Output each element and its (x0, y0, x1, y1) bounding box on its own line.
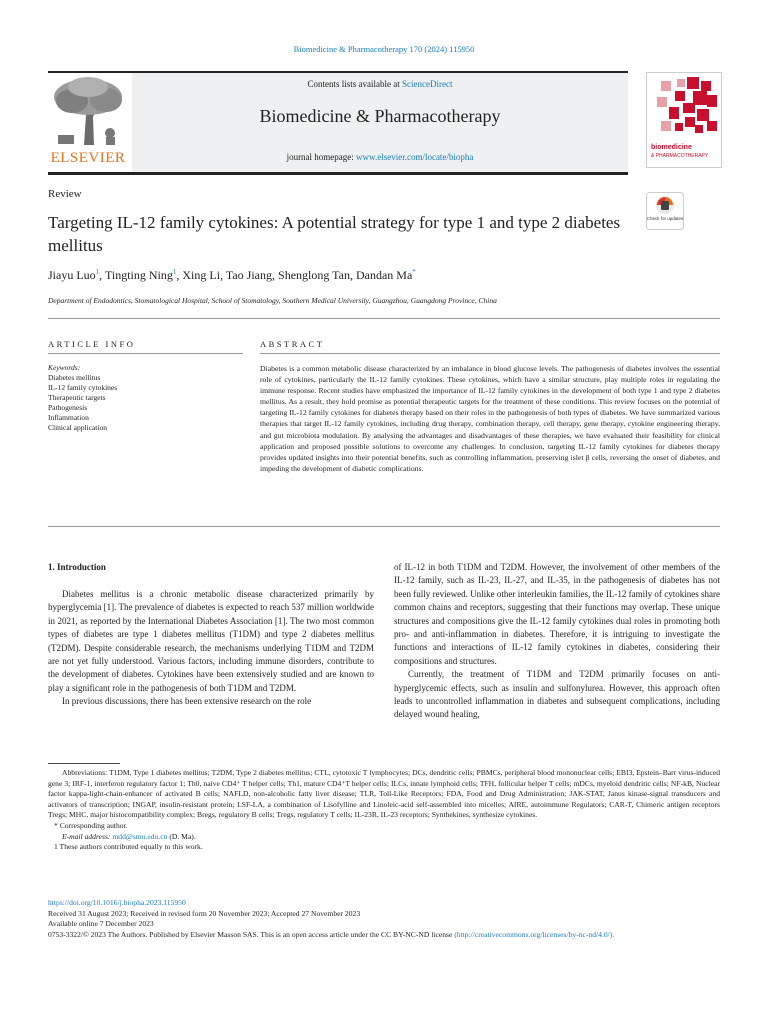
email-line (48, 832, 720, 843)
author-list: Jiayu Luo$^1$, Tingting Ning$^1$, Xing Li, Tao Jiang, Shenglong Tan, Dandan Ma* (48, 268, 416, 282)
footnotes (48, 768, 720, 853)
journal-cover-thumbnail[interactable] (646, 72, 722, 168)
homepage-link[interactable]: www.elsevier.com/locate/biopha (356, 152, 474, 162)
keyword-item: Diabetes mellitus (48, 373, 101, 382)
available-online: Available online 7 December 2023 (48, 919, 154, 929)
body-paragraph: of IL-12 in both T1DM and T2DM. However, the involvement of other members of the IL-12 family, such as IL-23, IL-27, and IL-35, in the pathogenesis of diabetes has not been fully reviewed. Unlike other interleukin families, the IL-12 family of cytokines share common chains and receptors, suggesting that their functions may overlap. These unique structures and compositions give the IL-12 family cytokines dual roles in promoting both pro- and anti-inflammation in diabetes. Therefore, it is intriguing to investigate the functions and interactions of IL-12 family cytokines in diabetes, considering their compositions and structures. (394, 562, 720, 666)
author-name[interactable]: Tingting Ning (104, 268, 173, 282)
affiliation: Department of Endodontics, Stomatological Hospital, School of Stomatology, Southern Medical University, Guangzhou, Guangdong Province, China (48, 296, 497, 305)
keyword-item: Inflammation (48, 413, 89, 422)
journal-homepage-line (132, 152, 628, 162)
body-paragraph: Diabetes mellitus is a chronic metabolic disease characterized primarily by hyperglycemia [1]. The prevalence of diabetes is expected to reach 537 million worldwide in 2021, as reported by the International Diabetes Association [1]. The two most common types of diabetes are type 1 diabetes mellitus (T1DM) and type 2 diabetes mellitus (T2DM). Despite considerable research, the mechanisms underlying T1DM and T2DM are not yet fully understood. Various factors, including immune disorders, contribute to the development of diabetes. Cytokines have been extensively studied and are known to play a significant role in the pathogenesis of both T1DM and T2DM. (48, 589, 374, 693)
article-info-heading: ARTICLE INFO (48, 339, 136, 349)
doi-link[interactable]: https://doi.org/10.1016/j.biopha.2023.115950 (48, 898, 186, 907)
author-name[interactable]: Dandan Ma (355, 268, 413, 282)
check-updates-label: Check for updates (646, 216, 684, 221)
license-text: 0753-3322/© 2023 The Authors. Published by Elsevier Masson SAS. This is an open access article under the CC BY-NC-ND license (48, 929, 453, 939)
author-name[interactable]: Xing Li (182, 268, 221, 282)
corresponding-author-note: * Corresponding author. (54, 820, 128, 830)
header-bottom-rule (48, 172, 628, 175)
keyword-item: Clinical application (48, 423, 107, 432)
keyword-item: IL-12 family cytokines (48, 383, 118, 392)
author-sup: * (412, 268, 416, 276)
keywords-label: Keywords: (48, 363, 81, 372)
sciencedirect-link[interactable]: ScienceDirect (402, 79, 453, 89)
received-dates: Received 31 August 2023; Received in revised form 20 November 2023; Accepted 27 November 2023 (48, 908, 361, 918)
license-link[interactable]: (http://creativecommons.org/licenses/by-nc-nd/4.0/). (454, 929, 615, 939)
divider (260, 353, 720, 354)
journal-title: Biomedicine & Pharmacotherapy (259, 106, 501, 126)
email-link[interactable]: mdd@smu.edu.cn (112, 831, 168, 841)
check-for-updates-badge[interactable] (646, 192, 684, 230)
email-label: E-mail address: (62, 831, 111, 841)
publication-info (48, 898, 720, 940)
svg-text:biomedicine: biomedicine (651, 144, 692, 151)
body-column-right (394, 561, 720, 722)
article-type: Review (48, 188, 82, 200)
author-name[interactable]: Tao Jiang (225, 268, 273, 282)
contents-available-line (132, 79, 628, 89)
divider (48, 353, 243, 354)
abstract-text: Diabetes is a common metabolic disease characterized by an imbalance in blood glucose levels. The pathogenesis of diabetes involves the essential role of cytokines, particularly the IL-12 family cytokines. These cytokines, which have a similar structure, play multiple roles in regulating the immune response. Recent studies have emphasized the importance of IL-12 family cytokines in the development of both type 1 and type 2 diabetes mellitus. As a result, they hold promise as potential therapeutic targets for the treatment of these conditions. This review focuses on the potential of targeting IL-12 family cytokines for diabetes therapy based on their roles in the pathogenesis of both types of diabetes. We have summarized various therapies that target IL-12 family cytokines, including drug therapy, combination therapy, cell therapy, gene therapy, cytokine engineering therapy, and gut microbiota modulation. By analysing the advantages and disadvantages of these therapies, we have evaluated their feasibility for clinical application and proposed possible solutions to overcome any challenges. In conclusion, targeting IL-12 family cytokines for diabetes therapy provides updated insights into their potential benefits, such as controlling inflammation, preserving islet β cells, reversing the onset of diabetes, and impeding the development of diabetic complications. (260, 364, 720, 473)
body-paragraph: Currently, the treatment of T1DM and T2DM primarily focuses on anti-hyperglycemic effects, such as insulin and sulfonylurea. However, this approach often leads to uncontrolled inflammation in diabetes and subsequent complications, including delayed wound healing, (394, 669, 720, 720)
svg-text:& PHARMACOTHERAPY: & PHARMACOTHERAPY (651, 153, 709, 159)
contents-prefix: Contents lists available at (307, 79, 400, 89)
license-line (48, 930, 720, 941)
publisher-name: ELSEVIER (50, 150, 126, 166)
section-heading-introduction: 1. Introduction (48, 562, 106, 572)
article-title: Targeting IL-12 family cytokines: A potential strategy for type 1 and type 2 diabetes mellitus (48, 213, 621, 255)
abstract-heading: ABSTRACT (260, 339, 325, 349)
body-column-left (48, 588, 374, 709)
keywords-block (48, 363, 243, 433)
journal-reference[interactable]: Biomedicine & Pharmacotherapy 170 (2024) 115950 (293, 44, 475, 54)
author-sup: 1 (95, 268, 100, 276)
body-paragraph: In previous discussions, there has been extensive research on the role (62, 696, 312, 707)
homepage-prefix: journal homepage: (286, 152, 354, 162)
author-sup: 1 (172, 268, 177, 276)
footnote-rule (48, 763, 120, 764)
keyword-item: Therapeutic targets (48, 393, 106, 402)
author-name[interactable]: Shenglong Tan (278, 268, 350, 282)
equal-contribution-note: 1 These authors contributed equally to this work. (54, 842, 203, 852)
abbreviations-footnote: Abbreviations: T1DM, Type 1 diabetes mellitus; T2DM, Type 2 diabetes mellitus; CTL, cytotoxic T lymphocytes; DCs, dendritic cells; PBMCs, peripheral blood mononuclear cells; EBI3, Epstein–Barr virus-induced gene 3; IRF-1, interferon regulatory factor 1; Th0, naive CD4⁺ T helper cells; Th1, mature CD4⁺T helper cells; ILCs, innate lymphoid cells; TFH, follicular helper T cells; mDCs, myeloid dendritic cells; NF-kB, Nuclear factor kappa-light-chain-enhancer of activated B cells; NAFLD, non-alcoholic fatty liver disease; TLR, Toll-Like Receptors; FDA, Food and Drug Administration; JAK-STAT, Janus kinase-signal transducers and activators of transcription; INGAP, insulin-resistant protein; LSF-LA, a combination of Lisofylline and Linoleic-acid self-assembled into micelles; AIRE, autoimmune Regulators; CAR-T, Chimeric antigen receptors Tregs; MHC, major histocompatibility complex; Bregs, regulatory B cells; Tregs, regulatory T cells; IL-23R, IL-23 receptors; Synthekines, synthesize cytokines. (48, 768, 720, 820)
divider (48, 526, 720, 527)
keyword-item: Pathogenesis (48, 403, 88, 412)
author-name[interactable]: Jiayu Luo (48, 268, 96, 282)
email-suffix: (D. Ma). (169, 831, 196, 841)
divider (48, 318, 720, 319)
